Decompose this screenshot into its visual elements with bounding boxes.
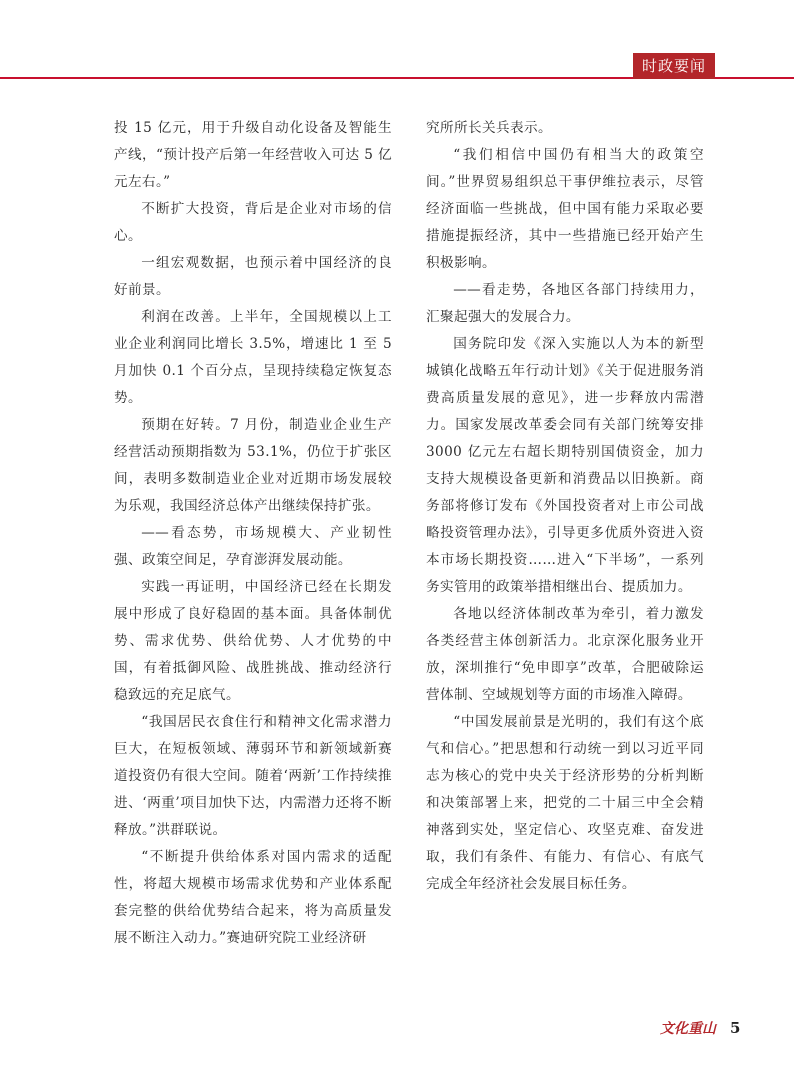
paragraph: 利润在改善。上半年，全国规模以上工业企业利润同比增长 3.5%，增速比 1 至 5 月加快 0.1 个百分点，呈现持续稳定恢复态势。: [114, 309, 392, 406]
section-tab: 时政要闻: [633, 53, 715, 79]
paragraph: “我国居民衣食住行和精神文化需求潜力巨大，在短板领域、薄弱环节和新领域新赛道投资仍有很大空间。随着‘两新’工作持续推进、‘两重’项目加快下达，内需潜力还将不断释放。”洪群联说。: [114, 714, 392, 838]
page-footer: [660, 1018, 740, 1038]
paragraph: 实践一再证明，中国经济已经在长期发展中形成了良好稳固的基本面。具备体制优势、需求优势、供给优势、人才优势的中国，有着抵御风险、战胜挑战、推动经济行稳致远的充足底气。: [114, 579, 392, 703]
magazine-logo: 文化重山: [660, 1021, 716, 1037]
paragraph: “不断提升供给体系对国内需求的适配性，将超大规模市场需求优势和产业体系配套完整的供给优势结合起来，将为高质量发展不断注入动力。”赛迪研究院工业经济研: [114, 849, 392, 946]
paragraph: 国务院印发《深入实施以人为本的新型城镇化战略五年行动计划》《关于促进服务消费高质量发展的意见》，进一步释放内需潜力。国家发展改革委会同有关部门统筹安排 3000 亿元左右超长期特别国债资金，加力支持大规模设备更新和消费品以旧换新。商务部将修订发布《外国投资者对上市公司战略投资管理办法》，引导更多优质外资进入资本市场长期投资……进入“下半场”，一系列务实管用的政策举措相继出台、提质加力。: [426, 336, 704, 595]
paragraph: 不断扩大投资，背后是企业对市场的信心。: [114, 201, 392, 244]
paragraph: 各地以经济体制改革为牵引，着力激发各类经营主体创新活力。北京深化服务业开放，深圳推行“免申即享”改革，合肥破除运营体制、空域规划等方面的市场准入障碍。: [426, 606, 704, 703]
left-column: [114, 115, 392, 952]
page-number: 5: [730, 1019, 741, 1037]
paragraph: ——看走势，各地区各部门持续用力，汇聚起强大的发展合力。: [426, 282, 704, 325]
paragraph: 投 15 亿元，用于升级自动化设备及智能生产线，“预计投产后第一年经营收入可达 5 亿元左右。”: [114, 120, 392, 190]
paragraph: ——看态势，市场规模大、产业韧性强、政策空间足，孕育澎湃发展动能。: [114, 525, 392, 568]
paragraph: “我们相信中国仍有相当大的政策空间。”世界贸易组织总干事伊维拉表示，尽管经济面临一些挑战，但中国有能力采取必要措施提振经济，其中一些措施已经开始产生积极影响。: [426, 147, 704, 271]
paragraph: 预期在好转。7 月份，制造业企业生产经营活动预期指数为 53.1%，仍位于扩张区间，表明多数制造业企业对近期市场发展较为乐观，我国经济总体产出继续保持扩张。: [114, 417, 392, 514]
right-column: [426, 115, 704, 898]
paragraph: 究所所长关兵表示。: [426, 120, 552, 136]
paragraph: 一组宏观数据，也预示着中国经济的良好前景。: [114, 255, 392, 298]
paragraph: “中国发展前景是光明的，我们有这个底气和信心。”把思想和行动统一到以习近平同志为核心的党中央关于经济形势的分析判断和决策部署上来，把党的二十届三中全会精神落到实处，坚定信心、攻坚克难、奋发进取，我们有条件、有能力、有信心、有底气完成全年经济社会发展目标任务。: [426, 714, 704, 892]
